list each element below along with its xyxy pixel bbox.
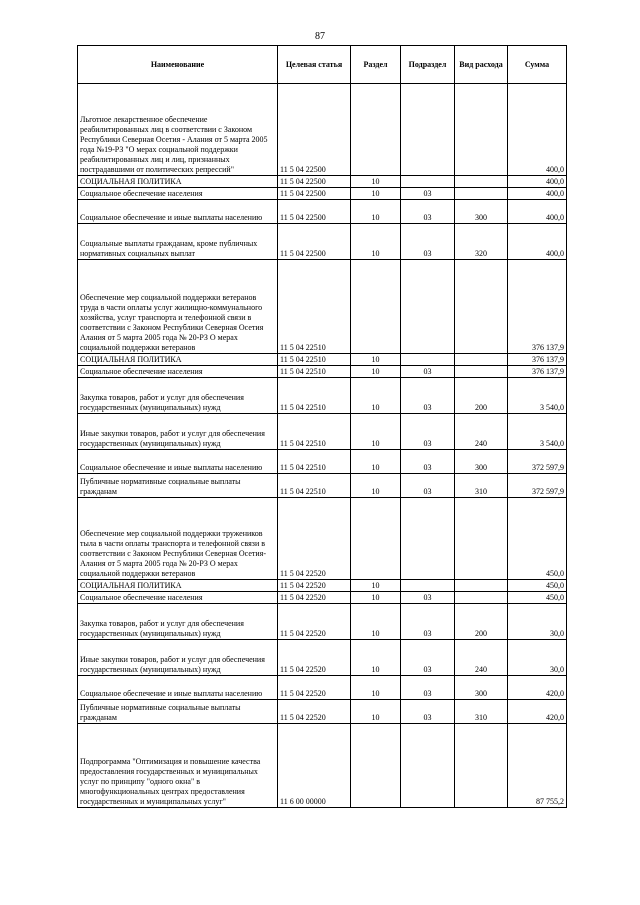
cell-section: 10: [351, 224, 401, 260]
cell-amount: 87 755,2: [508, 724, 567, 808]
cell-section: 10: [351, 176, 401, 188]
cell-expense-type: 300: [455, 200, 508, 224]
page-number: 87: [315, 31, 325, 42]
cell-name: Иные закупки товаров, работ и услуг для обеспечения государственных (муниципальных) нужд: [78, 414, 278, 450]
header-section: Раздел: [351, 46, 401, 84]
cell-name: Публичные нормативные социальные выплаты гражданам: [78, 474, 278, 498]
cell-target: 11 5 04 22500: [278, 188, 351, 200]
cell-subsection: 03: [401, 604, 455, 640]
cell-subsection: 03: [401, 640, 455, 676]
header-subsection: Подраздел: [401, 46, 455, 84]
cell-name: Подпрограмма "Оптимизация и повышение качества предоставления государственных и муниципальных услуг по принципу "одного окна" в многофункциональных центрах предоставления государственных и муниципальных услуг": [78, 724, 278, 808]
cell-expense-type: 310: [455, 474, 508, 498]
cell-target: 11 5 04 22500: [278, 224, 351, 260]
table-row: [78, 176, 567, 188]
cell-subsection: 03: [401, 188, 455, 200]
cell-subsection: [401, 724, 455, 808]
table-row: [78, 592, 567, 604]
cell-target: 11 5 04 22510: [278, 474, 351, 498]
cell-name: Закупка товаров, работ и услуг для обеспечения государственных (муниципальных) нужд: [78, 604, 278, 640]
table-row: [78, 498, 567, 580]
cell-section: 10: [351, 580, 401, 592]
cell-expense-type: [455, 84, 508, 176]
cell-section: 10: [351, 188, 401, 200]
table-row: [78, 724, 567, 808]
cell-section: 10: [351, 474, 401, 498]
header-target: Целевая статья: [278, 46, 351, 84]
cell-target: 11 5 04 22520: [278, 676, 351, 700]
cell-name: Закупка товаров, работ и услуг для обеспечения государственных (муниципальных) нужд: [78, 378, 278, 414]
table-row: [78, 354, 567, 366]
cell-expense-type: [455, 366, 508, 378]
cell-name: СОЦИАЛЬНАЯ ПОЛИТИКА: [78, 176, 278, 188]
cell-subsection: 03: [401, 378, 455, 414]
cell-section: 10: [351, 592, 401, 604]
cell-name: Льготное лекарственное обеспечение реабилитированных лиц в соответствии с Законом Республики Северная Осетия - Алания от 5 марта 2005 года №19-РЗ "О мерах социальной поддержки реабилитированных лиц и лиц, признанных пострадавшими от политических репрессий": [78, 84, 278, 176]
cell-subsection: 03: [401, 450, 455, 474]
cell-section: 10: [351, 450, 401, 474]
cell-subsection: [401, 176, 455, 188]
cell-section: 10: [351, 676, 401, 700]
table-row: [78, 450, 567, 474]
cell-name: СОЦИАЛЬНАЯ ПОЛИТИКА: [78, 354, 278, 366]
cell-expense-type: [455, 580, 508, 592]
cell-subsection: 03: [401, 592, 455, 604]
table-row: [78, 580, 567, 592]
cell-amount: 420,0: [508, 700, 567, 724]
cell-amount: 450,0: [508, 592, 567, 604]
header-expense-type: Вид расхода: [455, 46, 508, 84]
cell-section: 10: [351, 414, 401, 450]
cell-subsection: 03: [401, 366, 455, 378]
cell-expense-type: 310: [455, 700, 508, 724]
cell-section: [351, 498, 401, 580]
budget-table: [77, 45, 567, 808]
table-row: [78, 224, 567, 260]
cell-name: Социальное обеспечение населения: [78, 188, 278, 200]
cell-name: СОЦИАЛЬНАЯ ПОЛИТИКА: [78, 580, 278, 592]
table-row: [78, 700, 567, 724]
cell-amount: 3 540,0: [508, 414, 567, 450]
cell-section: [351, 724, 401, 808]
table-row: [78, 474, 567, 498]
cell-section: 10: [351, 354, 401, 366]
cell-target: 11 5 04 22500: [278, 84, 351, 176]
cell-expense-type: [455, 592, 508, 604]
cell-section: [351, 260, 401, 354]
cell-section: [351, 84, 401, 176]
cell-target: 11 5 04 22510: [278, 378, 351, 414]
cell-amount: 3 540,0: [508, 378, 567, 414]
cell-expense-type: [455, 354, 508, 366]
cell-target: 11 5 04 22520: [278, 580, 351, 592]
cell-amount: 376 137,9: [508, 366, 567, 378]
cell-section: 10: [351, 700, 401, 724]
cell-target: 11 5 04 22500: [278, 200, 351, 224]
table-header-row: [78, 46, 567, 84]
cell-amount: 372 597,9: [508, 474, 567, 498]
cell-expense-type: 200: [455, 604, 508, 640]
cell-subsection: 03: [401, 414, 455, 450]
cell-subsection: 03: [401, 224, 455, 260]
table-row: [78, 414, 567, 450]
cell-expense-type: 200: [455, 378, 508, 414]
cell-name: Публичные нормативные социальные выплаты гражданам: [78, 700, 278, 724]
cell-section: 10: [351, 366, 401, 378]
cell-target: 11 5 04 22520: [278, 592, 351, 604]
table-row: [78, 84, 567, 176]
cell-name: Социальное обеспечение и иные выплаты населению: [78, 450, 278, 474]
table-row: [78, 604, 567, 640]
cell-target: 11 5 04 22510: [278, 354, 351, 366]
cell-amount: 450,0: [508, 498, 567, 580]
cell-section: 10: [351, 640, 401, 676]
cell-amount: 450,0: [508, 580, 567, 592]
cell-name: Обеспечение мер социальной поддержки ветеранов труда в части оплаты услуг жилищно-коммунального хозяйства, услуг транспорта и телефонной связи в соответствии с Законом Республики Северная Осетия Алания от 5 марта 2005 года № 20-РЗ О мерах социальной поддержки ветеранов: [78, 260, 278, 354]
table-row: [78, 378, 567, 414]
cell-target: 11 5 04 22510: [278, 450, 351, 474]
table-row: [78, 200, 567, 224]
cell-expense-type: [455, 724, 508, 808]
cell-target: 11 5 04 22510: [278, 366, 351, 378]
cell-target: 11 6 00 00000: [278, 724, 351, 808]
cell-subsection: [401, 580, 455, 592]
cell-expense-type: [455, 176, 508, 188]
cell-amount: 420,0: [508, 676, 567, 700]
cell-name: Иные закупки товаров, работ и услуг для обеспечения государственных (муниципальных) нужд: [78, 640, 278, 676]
cell-expense-type: 240: [455, 414, 508, 450]
table-row: [78, 366, 567, 378]
cell-section: 10: [351, 378, 401, 414]
header-name: Наименование: [78, 46, 278, 84]
cell-amount: 30,0: [508, 640, 567, 676]
cell-subsection: 03: [401, 700, 455, 724]
cell-subsection: [401, 354, 455, 366]
cell-name: Социальное обеспечение населения: [78, 366, 278, 378]
table-row: [78, 188, 567, 200]
cell-expense-type: [455, 260, 508, 354]
table-row: [78, 676, 567, 700]
cell-subsection: 03: [401, 200, 455, 224]
cell-expense-type: 320: [455, 224, 508, 260]
cell-target: 11 5 04 22520: [278, 640, 351, 676]
cell-name: Социальные выплаты гражданам, кроме публичных нормативных социальных выплат: [78, 224, 278, 260]
cell-target: 11 5 04 22520: [278, 604, 351, 640]
cell-expense-type: 240: [455, 640, 508, 676]
cell-amount: 372 597,9: [508, 450, 567, 474]
cell-subsection: [401, 84, 455, 176]
header-amount: Сумма: [508, 46, 567, 84]
cell-amount: 30,0: [508, 604, 567, 640]
cell-section: 10: [351, 604, 401, 640]
cell-amount: 400,0: [508, 200, 567, 224]
table-row: [78, 260, 567, 354]
cell-target: 11 5 04 22520: [278, 498, 351, 580]
cell-subsection: 03: [401, 474, 455, 498]
cell-expense-type: [455, 498, 508, 580]
cell-target: 11 5 04 22510: [278, 414, 351, 450]
cell-name: Социальное обеспечение и иные выплаты населению: [78, 676, 278, 700]
cell-amount: 400,0: [508, 224, 567, 260]
cell-target: 11 5 04 22500: [278, 176, 351, 188]
cell-amount: 376 137,9: [508, 260, 567, 354]
cell-name: Социальное обеспечение населения: [78, 592, 278, 604]
cell-expense-type: 300: [455, 676, 508, 700]
cell-target: 11 5 04 22520: [278, 700, 351, 724]
cell-subsection: [401, 260, 455, 354]
cell-expense-type: 300: [455, 450, 508, 474]
cell-name: Социальное обеспечение и иные выплаты населению: [78, 200, 278, 224]
cell-amount: 400,0: [508, 84, 567, 176]
cell-amount: 400,0: [508, 176, 567, 188]
cell-target: 11 5 04 22510: [278, 260, 351, 354]
cell-expense-type: [455, 188, 508, 200]
cell-amount: 400,0: [508, 188, 567, 200]
table-row: [78, 640, 567, 676]
cell-name: Обеспечение мер социальной поддержки тружеников тыла в части оплаты транспорта и телефонной связи в соответствии с Законом Республики Северная Осетия-Алания от 5 марта 2005 года № 20-РЗ О мерах социальной поддержки ветеранов: [78, 498, 278, 580]
cell-amount: 376 137,9: [508, 354, 567, 366]
cell-section: 10: [351, 200, 401, 224]
cell-subsection: [401, 498, 455, 580]
cell-subsection: 03: [401, 676, 455, 700]
